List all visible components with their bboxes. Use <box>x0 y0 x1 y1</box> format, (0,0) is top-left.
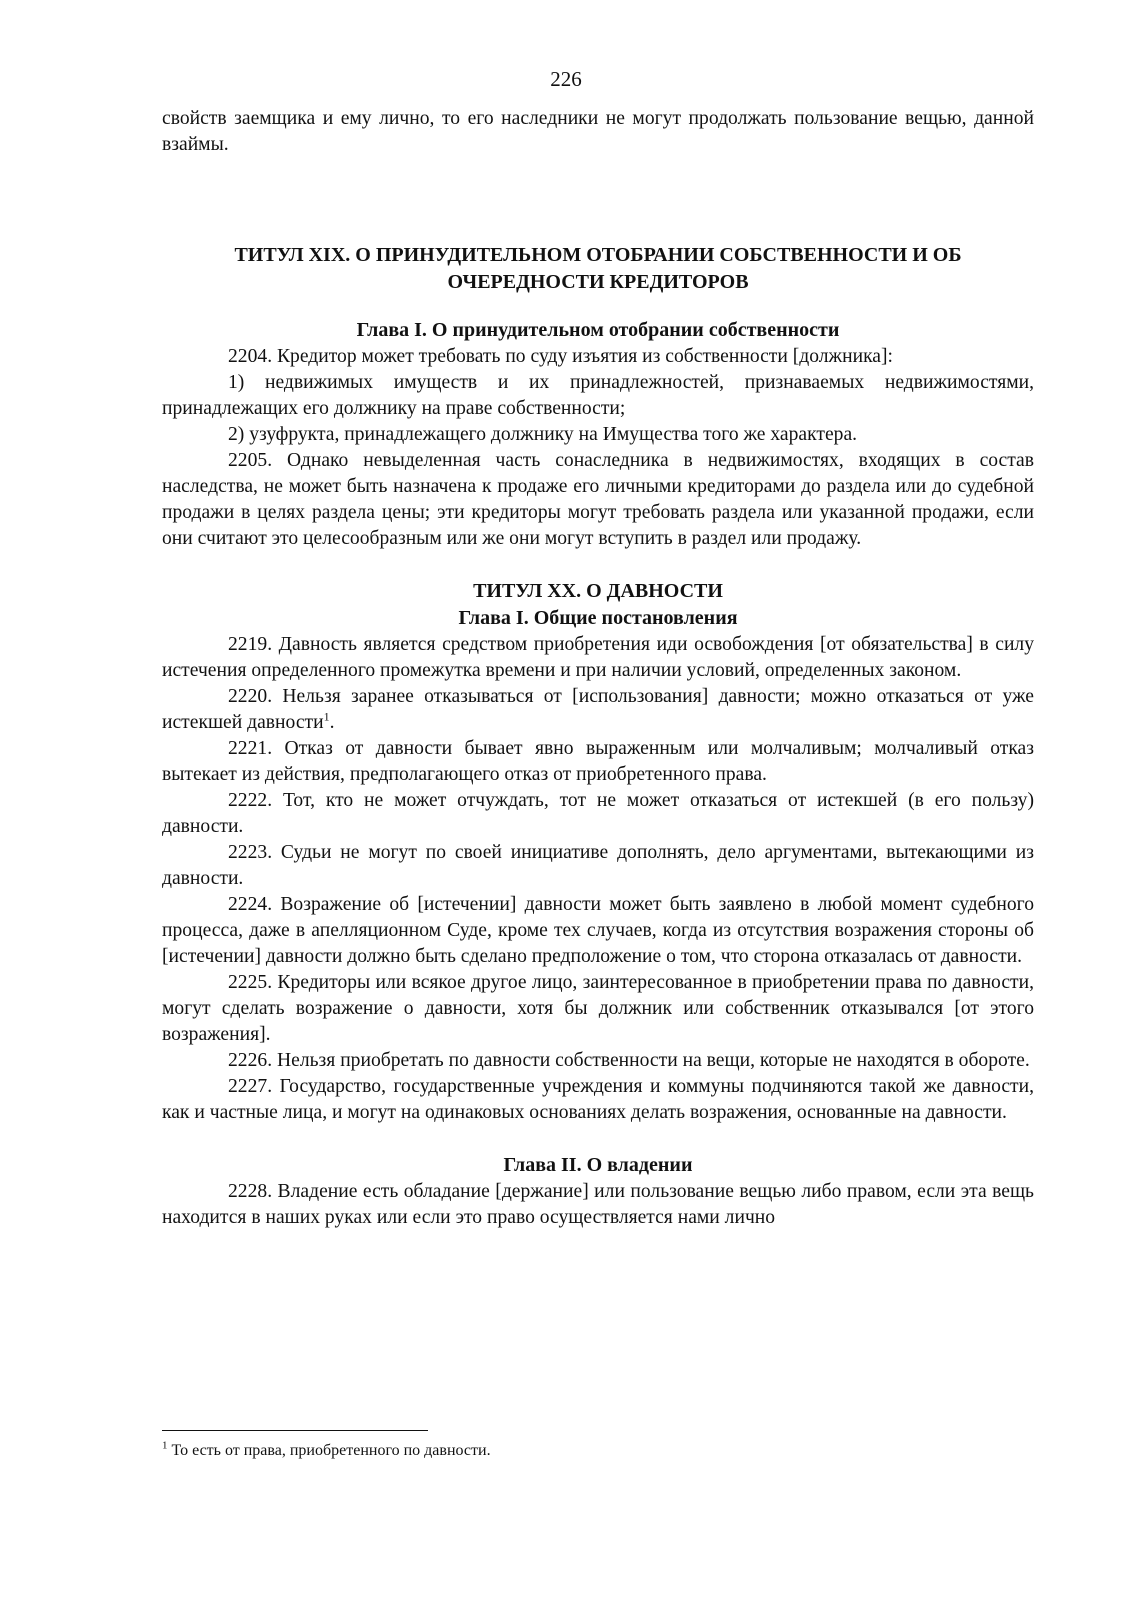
article-paragraph: 2204. Кредитор может требовать по суду изъятия из собственности [должника]: <box>228 346 893 367</box>
article-2220-end: . <box>329 712 335 733</box>
page-body <box>162 106 1034 1231</box>
footnote-mark: 1 <box>162 1439 168 1452</box>
title-xix-line2: ОЧЕРЕДНОСТИ КРЕДИТОРОВ <box>447 271 749 293</box>
article-paragraph-2220 <box>162 684 1034 736</box>
footnote <box>162 1440 1034 1462</box>
article-paragraph: 2227. Государство, государственные учреждения и коммуны подчиняются такой же давности, как и частные лица, и могут на одинаковых основаниях делать возражения, основанные на давности. <box>162 1076 1034 1123</box>
chapter-heading-xix-1: Глава I. О принудительном отобрании собственности <box>356 319 840 341</box>
article-paragraph: 2224. Возражение об [истечении] давности может быть заявлено в любой момент судебного процесса, даже в апелляционном Суде, кроме тех случаев, когда из отсутствия возражения стороны об [истечении] давности должно быть сделано предположение о том, что сторона отказалась от давности. <box>162 894 1034 967</box>
chapter-heading-xx-1: Глава I. Общие постановления <box>458 607 738 629</box>
article-2220-text: 2220. Нельзя заранее отказываться от [использования] давности; можно отказаться от уже истекшей давности <box>162 686 1034 733</box>
page-number: 226 <box>550 67 582 91</box>
title-xx-heading: ТИТУЛ XX. О ДАВНОСТИ <box>473 580 723 602</box>
article-paragraph: 2226. Нельзя приобретать по давности собственности на вещи, которые не находятся в обороте. <box>228 1050 1030 1071</box>
article-paragraph: 2222. Тот, кто не может отчуждать, тот не может отказаться от истекшей (в его пользу) давности. <box>162 790 1034 837</box>
article-paragraph: 2221. Отказ от давности бывает явно выраженным или молчаливым; молчаливый отказ вытекает из действия, предполагающего отказ от приобретенного права. <box>162 738 1034 785</box>
article-paragraph: 2225. Кредиторы или всякое другое лицо, заинтересованное в приобретении права по давности, могут сделать возражение о давности, хотя бы должник или собственник отказывался [от этого возражения]. <box>162 972 1034 1045</box>
article-paragraph: 1) недвижимых имуществ и их принадлежностей, признаваемых недвижимостями, принадлежащих его должнику на праве собственности; <box>162 372 1034 419</box>
chapter-heading-xx-2: Глава II. О владении <box>503 1154 693 1176</box>
intro-paragraph: свойств заемщика и ему лично, то его наследники не могут продолжать пользование вещью, данной взаймы. <box>162 108 1034 155</box>
footnote-divider <box>162 1430 428 1431</box>
article-paragraph: 2205. Однако невыделенная часть сонаследника в недвижимостях, входящих в состав наследства, не может быть назначена к продаже его личными кредиторами до раздела или до судебной продажи в целях раздела цены; эти кредиторы могут требовать раздела или указанной продажи, если они считают это целесообразным или же они могут вступить в раздел или продажу. <box>162 450 1034 549</box>
title-xix-line1: ТИТУЛ XIX. О ПРИНУДИТЕЛЬНОМ ОТОБРАНИИ СОБСТВЕННОСТИ И ОБ <box>234 244 962 266</box>
title-xix-heading <box>162 242 1034 296</box>
footnote-reference[interactable]: 1 <box>323 709 330 724</box>
article-paragraph: 2219. Давность является средством приобретения иди освобождения [от обязательства] в силу истечения определенного промежутка времени и при наличии условий, определенных законом. <box>162 634 1034 681</box>
article-paragraph: 2223. Судьи не могут по своей инициативе дополнять, дело аргументами, вытекающими из давности. <box>162 842 1034 889</box>
article-paragraph: 2) узуфрукта, принадлежащего должнику на Имущества того же характера. <box>228 424 858 445</box>
footnote-text: То есть от права, приобретенного по давности. <box>167 1442 491 1459</box>
article-paragraph: 2228. Владение есть обладание [держание] или пользование вещью либо правом, если эта вещь находится в наших руках или если это право осуществляется нами лично <box>162 1181 1034 1228</box>
